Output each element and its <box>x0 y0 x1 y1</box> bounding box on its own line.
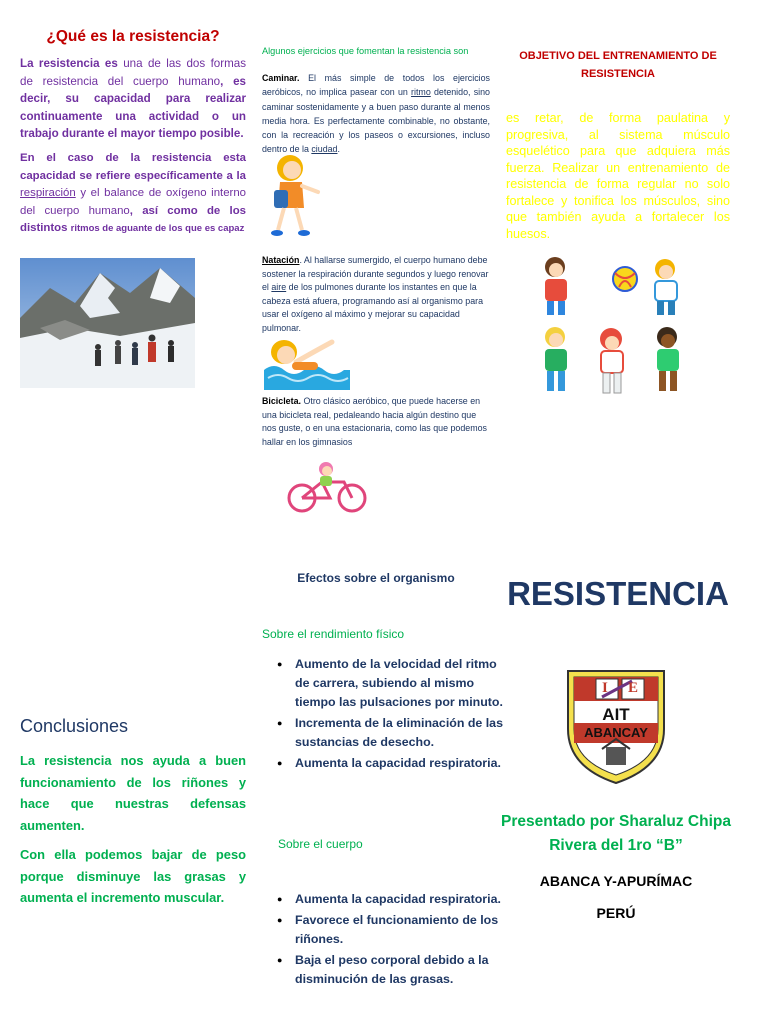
list-item: ● Baja el peso corporal debido a la disminución de las grasas. <box>295 951 505 989</box>
natacion-text-1: . Al hallarse sumergido, el cuerpo humano debe sostener la respiración durante segundos y luego renovar el <box>262 255 489 293</box>
effects-title: Efectos sobre el organismo <box>297 571 455 585</box>
definition-text-bold: , es decir, su capacidad para realizar continuamente una actividad o un trabajo durante el mayor tiempo posible. <box>20 74 247 141</box>
breathing-text-c: , así como de los distintos <box>20 204 246 235</box>
question-heading: ¿Qué es la resistencia? <box>46 28 220 45</box>
objective-text: es retar, de forma paulatina y progresiva, al sistema músculo esquelético para que adquiera más fuerza. Realizar un entrenamiento de resistencia de forma regular no solo fortalece y tonifica los músculos, sino que también ayuda a fortalecer los huesos. <box>506 111 730 241</box>
breathing-text-d: ritmos de aguante de los que es capaz <box>70 223 245 235</box>
caminar-text-1: El más simple de todos los ejercicios aeróbicos, no implica pasear con un <box>262 73 490 98</box>
bicicleta-paragraph <box>262 395 490 449</box>
list-item: ● Favorece el funcionamiento de los riñones. <box>295 911 505 949</box>
bicicleta-text: Otro clásico aeróbico, que puede hacerse en una bicicleta real, pedaleando hacia algún destino que nos guste, o en una estacionaria, como las que podemos hallar en los gimnasios <box>262 396 487 447</box>
list-item: ● Aumenta la capacidad respiratoria. <box>295 754 505 773</box>
presented-by: Presentado por Sharaluz Chipa Rivera del 1ro “B” <box>501 813 731 854</box>
exercises-intro: Algunos ejercicios que fomentan la resistencia son <box>262 46 469 56</box>
natacion-text-2: de los pulmones durante los instantes en que la cabeza está afuera, programando así al organismo para usar el oxígeno al máximo y mejorar su capacidad pulmonar. <box>262 282 484 333</box>
breathing-text-b: y el balance de oxígeno interno del cuerpo humano <box>20 187 246 217</box>
natacion-paragraph <box>262 254 490 336</box>
caminar-text-2: detenido, sino caminar sostenidamente y a buen paso durante al menos media hora. Es perfectamente combinable, no obstante, con la recreación y los paseos o excursiones, incluso dentro de la <box>262 87 490 155</box>
breathing-paragraph <box>20 150 246 238</box>
logo-line-2: ABANCAY <box>584 725 648 740</box>
conclusions-title: Conclusiones <box>20 716 129 736</box>
performance-effects-list <box>275 655 505 775</box>
ritmo-link[interactable]: ritmo <box>411 87 431 98</box>
sports-kids-image <box>535 253 695 401</box>
natacion-title: Natación <box>262 255 300 265</box>
conclusions-paragraph-1: La resistencia nos ayuda a buen funcionamiento de los riñones y hace que nuestras defensas aumenten. <box>20 753 246 833</box>
effects-subtitle-performance: Sobre el rendimiento físico <box>262 627 405 641</box>
breathing-text-a: En el caso de la resistencia esta capacidad se refiere específicamente a la <box>20 152 246 182</box>
definition-text: una de las dos formas de resistencia del cuerpo humano <box>20 57 246 88</box>
caminar-text-3: . <box>337 144 340 155</box>
effects-subtitle-body: Sobre el cuerpo <box>278 837 363 851</box>
logo-letter-right: E <box>628 680 639 696</box>
aire-link[interactable]: aire <box>271 282 287 293</box>
swimming-girl-image <box>262 332 352 392</box>
bicicleta-title: Bicicleta. <box>262 396 301 406</box>
conclusions-paragraph-2: Con ella podemos bajar de peso porque disminuye las grasas y aumenta el incremento muscular. <box>20 847 246 905</box>
cover-title: RESISTENCIA <box>507 575 729 612</box>
list-item: ● Incrementa de la eliminación de las sustancias de desecho. <box>295 714 505 752</box>
body-effects-list <box>275 890 505 991</box>
caminar-paragraph <box>262 71 490 157</box>
list-item: ● Aumenta la capacidad respiratoria. <box>295 890 505 909</box>
logo-line-1: AIT <box>602 705 630 724</box>
mountain-hikers-photo <box>20 258 195 388</box>
definition-lead: La resistencia es <box>20 57 118 70</box>
list-item: ● Aumento de la velocidad del ritmo de carrera, subiendo al mismo tiempo las pulsaciones por minuto. <box>295 655 505 712</box>
country: PERÚ <box>596 905 636 921</box>
logo-letter-left: I <box>602 680 608 696</box>
caminar-title: Caminar. <box>262 73 300 83</box>
walking-girl-image <box>266 152 326 242</box>
respiracion-link[interactable]: respiración <box>20 187 76 200</box>
bicycle-girl-image <box>282 460 374 515</box>
objective-title: OBJETIVO DEL ENTRENAMIENTO DE RESISTENCIA <box>519 50 717 80</box>
school-logo <box>562 667 670 787</box>
ciudad-link[interactable]: ciudad <box>311 144 338 155</box>
place: ABANCA Y-APURÍMAC <box>539 873 693 889</box>
definition-paragraph <box>20 55 246 143</box>
